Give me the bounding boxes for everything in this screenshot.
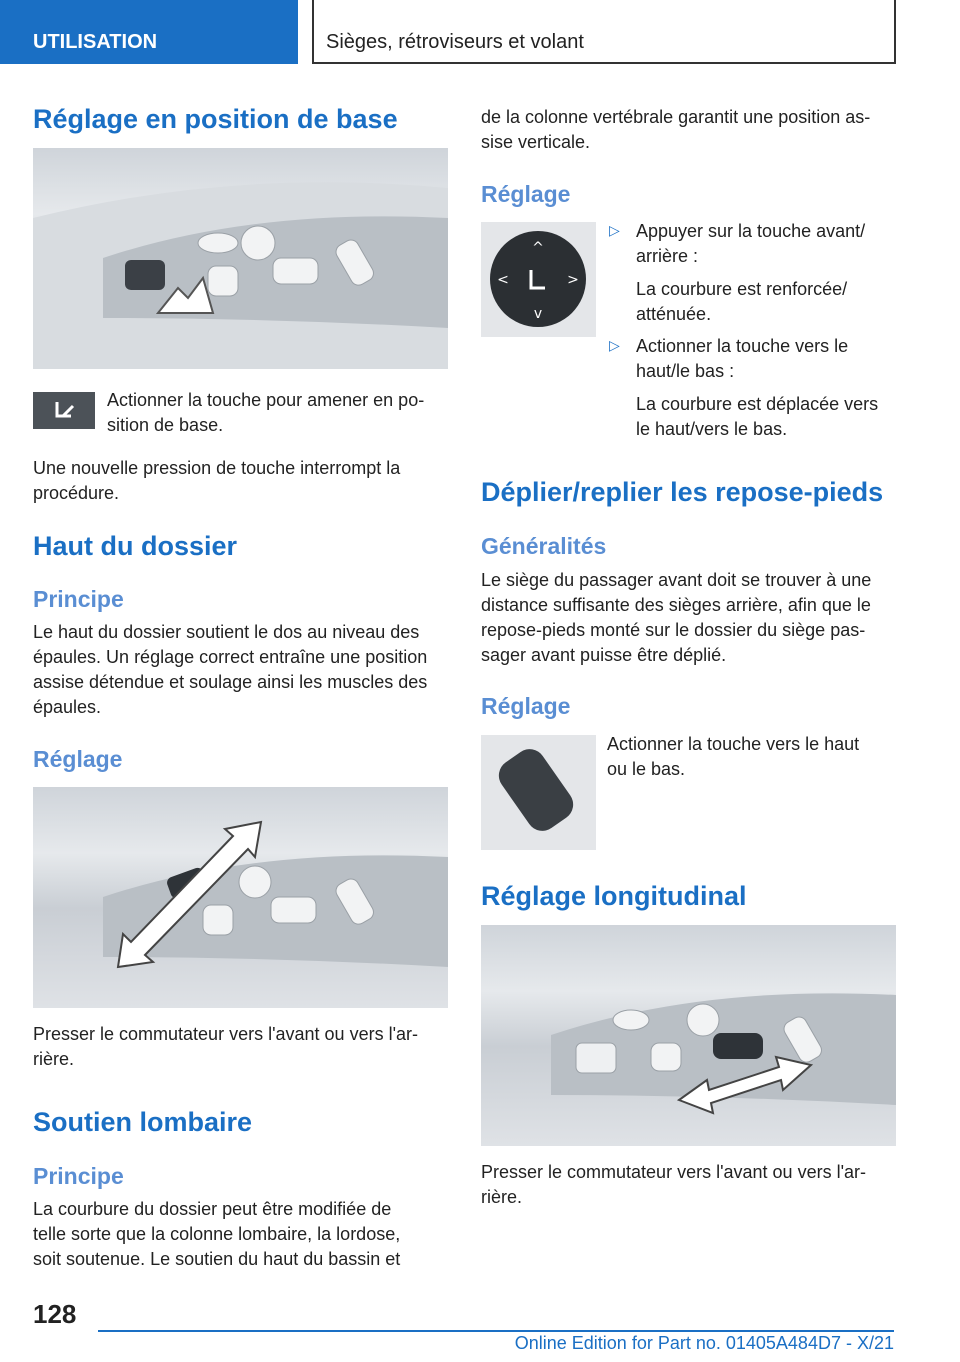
svg-text:^: ^ — [532, 240, 544, 256]
heading-reglage: Réglage — [33, 746, 123, 772]
long-text-1: Presser le commutateur vers l'avant ou vers l'ar- — [481, 1162, 867, 1182]
gen-p-3: repose-pieds monté sur le dossier du siège pas- — [481, 620, 866, 640]
gen-p-4: sager avant puisse être déplié. — [481, 645, 727, 665]
base-note-2: procédure. — [33, 483, 120, 503]
heading-principe-2: Principe — [33, 1163, 124, 1189]
heading-generalites: Généralités — [481, 533, 607, 559]
item2-l2: haut/le bas : — [636, 361, 735, 381]
haut-p-1: Le haut du dossier soutient le dos au niveau des — [33, 622, 420, 642]
item1-l2: arrière : — [636, 246, 699, 266]
bullet-icon: ▷ — [609, 337, 620, 353]
lomb-p-2: telle sorte que la colonne lombaire, la lordose, — [33, 1224, 401, 1244]
seat-controls-photo-long — [481, 925, 896, 1146]
item1-l1: Appuyer sur la touche avant/ — [636, 221, 866, 241]
bullet-icon: ▷ — [609, 222, 620, 238]
haut-p-4: épaules. — [33, 697, 102, 717]
item1-r2: atténuée. — [636, 304, 712, 324]
heading-repose-pieds: Déplier/replier les repose-pieds — [481, 477, 884, 507]
lomb-p-1: La courbure du dossier peut être modifiée de — [33, 1199, 392, 1219]
base-text-2: sition de base. — [107, 415, 224, 435]
lomb-cont-2: sise verticale. — [481, 132, 591, 152]
lomb-p-3: soit soutenue. Le soutien du haut du bassin et — [33, 1249, 401, 1269]
footer-divider — [98, 1330, 894, 1332]
base-note-1: Une nouvelle pression de touche interrompt la — [33, 458, 401, 478]
heading-haut-dossier: Haut du dossier — [33, 531, 238, 561]
base-text-1: Actionner la touche pour amener en po- — [107, 390, 425, 410]
lumbar-knob-photo — [481, 222, 596, 337]
footrest-button-icon — [493, 743, 580, 837]
longitudinal-switch — [713, 1033, 763, 1059]
heading-soutien-lombaire: Soutien lombaire — [33, 1107, 253, 1137]
seat-controls-photo-haut — [33, 787, 448, 1008]
item2-r2: le haut/vers le bas. — [636, 419, 788, 439]
base-button-icon — [125, 260, 165, 290]
haut-reglage-2: rière. — [33, 1049, 75, 1069]
heading-reglage-longitudinal: Réglage longitudinal — [481, 881, 747, 911]
item2-l1: Actionner la touche vers le — [636, 336, 849, 356]
heading-principe: Principe — [33, 586, 124, 612]
lomb-cont-1: de la colonne vertébrale garantit une position as- — [481, 107, 871, 127]
header-section: UTILISATION — [0, 0, 298, 64]
header-chapter: Sièges, rétroviseurs et volant — [312, 0, 896, 64]
seat-controls-illustration — [33, 148, 448, 369]
heading-base-position: Réglage en position de base — [33, 104, 398, 134]
svg-text:<: < — [497, 272, 509, 288]
page-number: 128 — [33, 1299, 77, 1329]
haut-reglage-1: Presser le commutateur vers l'avant ou vers l'ar- — [33, 1024, 419, 1044]
svg-text:v: v — [533, 306, 543, 322]
svg-text:>: > — [567, 272, 579, 288]
gen-p-2: distance suffisante des sièges arrière, afin que le — [481, 595, 871, 615]
footer-edition: Online Edition for Part no. 01405A484D7 - X/21 — [514, 1333, 894, 1353]
item2-r1: La courbure est déplacée vers — [636, 394, 879, 414]
footrest-button-photo — [481, 735, 596, 850]
seat-controls-illustration-2 — [33, 787, 448, 1008]
seat-controls-photo-base — [33, 148, 448, 369]
heading-reglage-right: Réglage — [481, 181, 571, 207]
gen-p-1: Le siège du passager avant doit se trouver à une — [481, 570, 872, 590]
seat-controls-illustration-3 — [481, 925, 896, 1146]
item1-r1: La courbure est renforcée/ — [636, 279, 848, 299]
haut-p-3: assise détendue et soulage ainsi les muscles des — [33, 672, 428, 692]
haut-p-2: épaules. Un réglage correct entraîne une position — [33, 647, 428, 667]
seat-base-icon — [33, 392, 95, 429]
repose-text-1: Actionner la touche vers le haut — [607, 734, 860, 754]
long-text-2: rière. — [481, 1187, 523, 1207]
repose-text-2: ou le bas. — [607, 759, 686, 779]
heading-reglage-repose: Réglage — [481, 693, 571, 719]
